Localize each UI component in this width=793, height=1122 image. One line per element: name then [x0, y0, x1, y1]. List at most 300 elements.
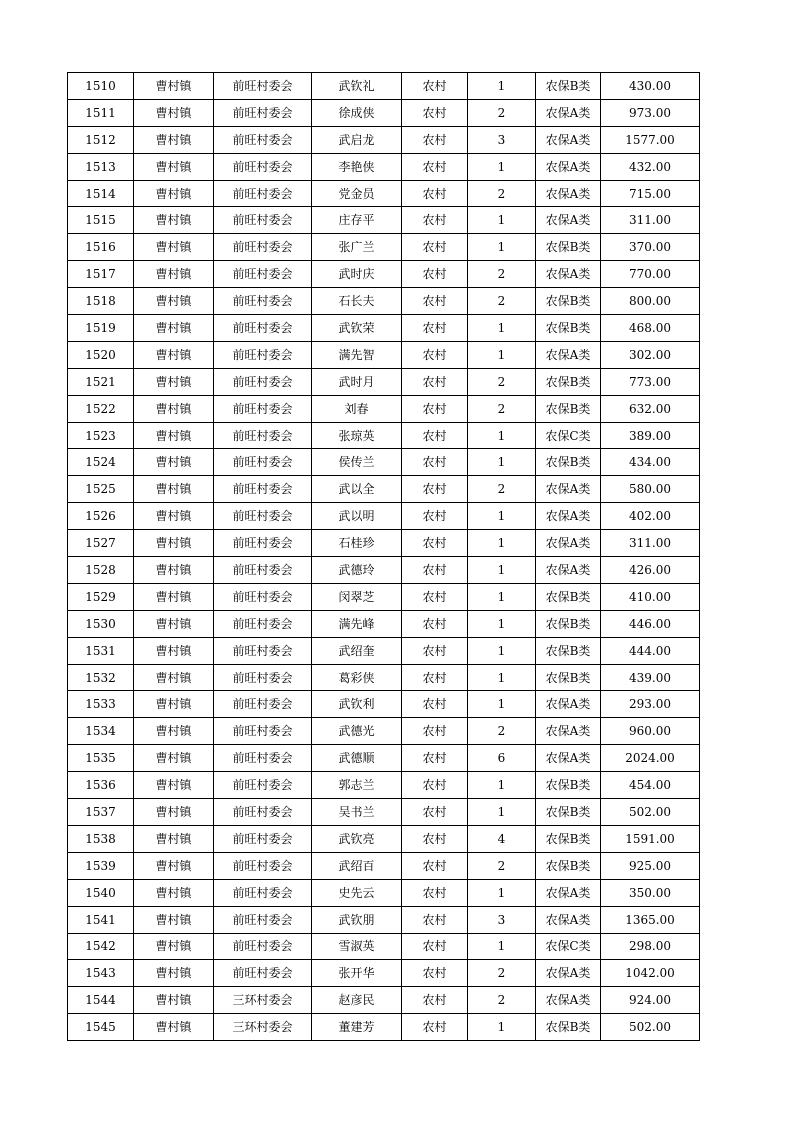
village-committee-cell: 前旺村委会 — [214, 799, 312, 826]
serial-number-cell: 1516 — [68, 234, 134, 261]
household-count-cell: 2 — [468, 718, 536, 745]
household-count-cell: 2 — [468, 852, 536, 879]
village-committee-cell: 前旺村委会 — [214, 422, 312, 449]
serial-number-cell: 1519 — [68, 315, 134, 342]
village-committee-cell: 三环村委会 — [214, 1014, 312, 1041]
village-committee-cell: 前旺村委会 — [214, 126, 312, 153]
amount-cell: 311.00 — [601, 530, 700, 557]
category-cell: 农保A类 — [536, 341, 601, 368]
category-cell: 农保B类 — [536, 610, 601, 637]
table-row — [68, 126, 700, 153]
area-type-cell: 农村 — [402, 1014, 468, 1041]
serial-number-cell: 1543 — [68, 960, 134, 987]
serial-number-cell: 1522 — [68, 395, 134, 422]
category-cell: 农保A类 — [536, 126, 601, 153]
town-cell: 曹村镇 — [134, 664, 214, 691]
household-count-cell: 2 — [468, 476, 536, 503]
household-count-cell: 2 — [468, 99, 536, 126]
table-row — [68, 664, 700, 691]
category-cell: 农保B类 — [536, 664, 601, 691]
name-cell: 庄存平 — [312, 207, 402, 234]
table-row — [68, 288, 700, 315]
area-type-cell: 农村 — [402, 449, 468, 476]
name-cell: 武钦亮 — [312, 825, 402, 852]
name-cell: 吴书兰 — [312, 799, 402, 826]
amount-cell: 1577.00 — [601, 126, 700, 153]
category-cell: 农保A类 — [536, 745, 601, 772]
table-row — [68, 73, 700, 100]
table-row — [68, 610, 700, 637]
household-count-cell: 1 — [468, 691, 536, 718]
serial-number-cell: 1520 — [68, 341, 134, 368]
serial-number-cell: 1545 — [68, 1014, 134, 1041]
category-cell: 农保B类 — [536, 637, 601, 664]
area-type-cell: 农村 — [402, 960, 468, 987]
amount-cell: 389.00 — [601, 422, 700, 449]
table-row — [68, 530, 700, 557]
table-row — [68, 503, 700, 530]
records-table — [67, 72, 700, 1041]
town-cell: 曹村镇 — [134, 691, 214, 718]
table-row — [68, 153, 700, 180]
amount-cell: 502.00 — [601, 1014, 700, 1041]
area-type-cell: 农村 — [402, 180, 468, 207]
category-cell: 农保A类 — [536, 530, 601, 557]
category-cell: 农保A类 — [536, 906, 601, 933]
name-cell: 张开华 — [312, 960, 402, 987]
serial-number-cell: 1525 — [68, 476, 134, 503]
town-cell: 曹村镇 — [134, 906, 214, 933]
amount-cell: 402.00 — [601, 503, 700, 530]
household-count-cell: 1 — [468, 530, 536, 557]
name-cell: 武钦荣 — [312, 315, 402, 342]
amount-cell: 960.00 — [601, 718, 700, 745]
name-cell: 张琼英 — [312, 422, 402, 449]
name-cell: 石桂珍 — [312, 530, 402, 557]
table-row — [68, 879, 700, 906]
amount-cell: 439.00 — [601, 664, 700, 691]
area-type-cell: 农村 — [402, 557, 468, 584]
area-type-cell: 农村 — [402, 906, 468, 933]
amount-cell: 1591.00 — [601, 825, 700, 852]
town-cell: 曹村镇 — [134, 1014, 214, 1041]
area-type-cell: 农村 — [402, 799, 468, 826]
table-row — [68, 234, 700, 261]
village-committee-cell: 前旺村委会 — [214, 933, 312, 960]
table-row — [68, 341, 700, 368]
village-committee-cell: 前旺村委会 — [214, 825, 312, 852]
name-cell: 武绍百 — [312, 852, 402, 879]
serial-number-cell: 1518 — [68, 288, 134, 315]
category-cell: 农保A类 — [536, 99, 601, 126]
category-cell: 农保A类 — [536, 960, 601, 987]
name-cell: 满先智 — [312, 341, 402, 368]
name-cell: 闵翠芝 — [312, 583, 402, 610]
village-committee-cell: 前旺村委会 — [214, 180, 312, 207]
serial-number-cell: 1526 — [68, 503, 134, 530]
name-cell: 武时月 — [312, 368, 402, 395]
area-type-cell: 农村 — [402, 341, 468, 368]
area-type-cell: 农村 — [402, 987, 468, 1014]
serial-number-cell: 1539 — [68, 852, 134, 879]
household-count-cell: 1 — [468, 637, 536, 664]
table-row — [68, 960, 700, 987]
table-row — [68, 825, 700, 852]
village-committee-cell: 前旺村委会 — [214, 718, 312, 745]
amount-cell: 924.00 — [601, 987, 700, 1014]
serial-number-cell: 1537 — [68, 799, 134, 826]
household-count-cell: 1 — [468, 422, 536, 449]
category-cell: 农保B类 — [536, 772, 601, 799]
table-row — [68, 637, 700, 664]
serial-number-cell: 1544 — [68, 987, 134, 1014]
serial-number-cell: 1535 — [68, 745, 134, 772]
household-count-cell: 3 — [468, 126, 536, 153]
category-cell: 农保A类 — [536, 180, 601, 207]
amount-cell: 311.00 — [601, 207, 700, 234]
village-committee-cell: 前旺村委会 — [214, 583, 312, 610]
town-cell: 曹村镇 — [134, 960, 214, 987]
area-type-cell: 农村 — [402, 99, 468, 126]
serial-number-cell: 1532 — [68, 664, 134, 691]
table-row — [68, 583, 700, 610]
amount-cell: 502.00 — [601, 799, 700, 826]
category-cell: 农保B类 — [536, 368, 601, 395]
amount-cell: 302.00 — [601, 341, 700, 368]
serial-number-cell: 1521 — [68, 368, 134, 395]
town-cell: 曹村镇 — [134, 288, 214, 315]
table-row — [68, 691, 700, 718]
village-committee-cell: 前旺村委会 — [214, 207, 312, 234]
serial-number-cell: 1530 — [68, 610, 134, 637]
name-cell: 武德顺 — [312, 745, 402, 772]
name-cell: 刘春 — [312, 395, 402, 422]
amount-cell: 632.00 — [601, 395, 700, 422]
town-cell: 曹村镇 — [134, 503, 214, 530]
name-cell: 武以全 — [312, 476, 402, 503]
household-count-cell: 1 — [468, 879, 536, 906]
serial-number-cell: 1533 — [68, 691, 134, 718]
table-row — [68, 422, 700, 449]
category-cell: 农保A类 — [536, 261, 601, 288]
name-cell: 董建芳 — [312, 1014, 402, 1041]
village-committee-cell: 前旺村委会 — [214, 341, 312, 368]
serial-number-cell: 1538 — [68, 825, 134, 852]
household-count-cell: 1 — [468, 153, 536, 180]
village-committee-cell: 前旺村委会 — [214, 530, 312, 557]
amount-cell: 430.00 — [601, 73, 700, 100]
table-row — [68, 906, 700, 933]
town-cell: 曹村镇 — [134, 745, 214, 772]
table-row — [68, 852, 700, 879]
amount-cell: 446.00 — [601, 610, 700, 637]
village-committee-cell: 前旺村委会 — [214, 153, 312, 180]
serial-number-cell: 1528 — [68, 557, 134, 584]
amount-cell: 454.00 — [601, 772, 700, 799]
area-type-cell: 农村 — [402, 261, 468, 288]
household-count-cell: 1 — [468, 799, 536, 826]
amount-cell: 770.00 — [601, 261, 700, 288]
area-type-cell: 农村 — [402, 933, 468, 960]
table-row — [68, 476, 700, 503]
area-type-cell: 农村 — [402, 530, 468, 557]
town-cell: 曹村镇 — [134, 610, 214, 637]
category-cell: 农保B类 — [536, 825, 601, 852]
name-cell: 侯传兰 — [312, 449, 402, 476]
name-cell: 武启龙 — [312, 126, 402, 153]
village-committee-cell: 前旺村委会 — [214, 772, 312, 799]
town-cell: 曹村镇 — [134, 261, 214, 288]
serial-number-cell: 1541 — [68, 906, 134, 933]
village-committee-cell: 前旺村委会 — [214, 234, 312, 261]
area-type-cell: 农村 — [402, 126, 468, 153]
category-cell: 农保A类 — [536, 691, 601, 718]
table-row — [68, 180, 700, 207]
amount-cell: 468.00 — [601, 315, 700, 342]
town-cell: 曹村镇 — [134, 799, 214, 826]
name-cell: 张广兰 — [312, 234, 402, 261]
table-row — [68, 799, 700, 826]
name-cell: 武时庆 — [312, 261, 402, 288]
category-cell: 农保A类 — [536, 503, 601, 530]
table-row — [68, 368, 700, 395]
amount-cell: 444.00 — [601, 637, 700, 664]
town-cell: 曹村镇 — [134, 825, 214, 852]
village-committee-cell: 前旺村委会 — [214, 368, 312, 395]
name-cell: 武绍奎 — [312, 637, 402, 664]
records-table-body — [68, 73, 700, 1041]
name-cell: 武德光 — [312, 718, 402, 745]
household-count-cell: 1 — [468, 664, 536, 691]
name-cell: 武德玲 — [312, 557, 402, 584]
category-cell: 农保B类 — [536, 288, 601, 315]
household-count-cell: 1 — [468, 207, 536, 234]
serial-number-cell: 1510 — [68, 73, 134, 100]
village-committee-cell: 前旺村委会 — [214, 395, 312, 422]
village-committee-cell: 前旺村委会 — [214, 691, 312, 718]
village-committee-cell: 前旺村委会 — [214, 852, 312, 879]
category-cell: 农保C类 — [536, 933, 601, 960]
area-type-cell: 农村 — [402, 879, 468, 906]
town-cell: 曹村镇 — [134, 879, 214, 906]
town-cell: 曹村镇 — [134, 772, 214, 799]
table-row — [68, 261, 700, 288]
village-committee-cell: 前旺村委会 — [214, 449, 312, 476]
household-count-cell: 2 — [468, 368, 536, 395]
household-count-cell: 1 — [468, 503, 536, 530]
serial-number-cell: 1524 — [68, 449, 134, 476]
category-cell: 农保A类 — [536, 207, 601, 234]
table-row — [68, 987, 700, 1014]
area-type-cell: 农村 — [402, 825, 468, 852]
amount-cell: 773.00 — [601, 368, 700, 395]
table-row — [68, 315, 700, 342]
name-cell: 郭志兰 — [312, 772, 402, 799]
town-cell: 曹村镇 — [134, 395, 214, 422]
town-cell: 曹村镇 — [134, 637, 214, 664]
serial-number-cell: 1527 — [68, 530, 134, 557]
town-cell: 曹村镇 — [134, 557, 214, 584]
town-cell: 曹村镇 — [134, 126, 214, 153]
household-count-cell: 2 — [468, 395, 536, 422]
household-count-cell: 6 — [468, 745, 536, 772]
village-committee-cell: 前旺村委会 — [214, 879, 312, 906]
village-committee-cell: 前旺村委会 — [214, 960, 312, 987]
category-cell: 农保A类 — [536, 879, 601, 906]
household-count-cell: 1 — [468, 234, 536, 261]
household-count-cell: 2 — [468, 261, 536, 288]
town-cell: 曹村镇 — [134, 234, 214, 261]
village-committee-cell: 前旺村委会 — [214, 73, 312, 100]
category-cell: 农保A类 — [536, 153, 601, 180]
serial-number-cell: 1531 — [68, 637, 134, 664]
table-row — [68, 207, 700, 234]
household-count-cell: 1 — [468, 610, 536, 637]
household-count-cell: 2 — [468, 987, 536, 1014]
village-committee-cell: 三环村委会 — [214, 987, 312, 1014]
town-cell: 曹村镇 — [134, 449, 214, 476]
household-count-cell: 3 — [468, 906, 536, 933]
amount-cell: 434.00 — [601, 449, 700, 476]
amount-cell: 925.00 — [601, 852, 700, 879]
amount-cell: 2024.00 — [601, 745, 700, 772]
table-row — [68, 933, 700, 960]
household-count-cell: 1 — [468, 315, 536, 342]
serial-number-cell: 1515 — [68, 207, 134, 234]
name-cell: 党金员 — [312, 180, 402, 207]
town-cell: 曹村镇 — [134, 368, 214, 395]
town-cell: 曹村镇 — [134, 987, 214, 1014]
amount-cell: 800.00 — [601, 288, 700, 315]
amount-cell: 293.00 — [601, 691, 700, 718]
serial-number-cell: 1517 — [68, 261, 134, 288]
amount-cell: 350.00 — [601, 879, 700, 906]
table-row — [68, 395, 700, 422]
town-cell: 曹村镇 — [134, 476, 214, 503]
household-count-cell: 1 — [468, 772, 536, 799]
household-count-cell: 1 — [468, 341, 536, 368]
village-committee-cell: 前旺村委会 — [214, 476, 312, 503]
village-committee-cell: 前旺村委会 — [214, 315, 312, 342]
amount-cell: 410.00 — [601, 583, 700, 610]
name-cell: 史先云 — [312, 879, 402, 906]
town-cell: 曹村镇 — [134, 180, 214, 207]
table-row — [68, 1014, 700, 1041]
name-cell: 葛彩侠 — [312, 664, 402, 691]
village-committee-cell: 前旺村委会 — [214, 610, 312, 637]
town-cell: 曹村镇 — [134, 530, 214, 557]
area-type-cell: 农村 — [402, 610, 468, 637]
village-committee-cell: 前旺村委会 — [214, 288, 312, 315]
area-type-cell: 农村 — [402, 315, 468, 342]
name-cell: 徐成侠 — [312, 99, 402, 126]
village-committee-cell: 前旺村委会 — [214, 503, 312, 530]
name-cell: 武以明 — [312, 503, 402, 530]
table-row — [68, 718, 700, 745]
name-cell: 满先峰 — [312, 610, 402, 637]
area-type-cell: 农村 — [402, 395, 468, 422]
household-count-cell: 1 — [468, 449, 536, 476]
area-type-cell: 农村 — [402, 664, 468, 691]
amount-cell: 432.00 — [601, 153, 700, 180]
town-cell: 曹村镇 — [134, 341, 214, 368]
category-cell: 农保B类 — [536, 315, 601, 342]
household-count-cell: 1 — [468, 933, 536, 960]
category-cell: 农保B类 — [536, 73, 601, 100]
area-type-cell: 农村 — [402, 637, 468, 664]
area-type-cell: 农村 — [402, 288, 468, 315]
area-type-cell: 农村 — [402, 368, 468, 395]
table-row — [68, 745, 700, 772]
name-cell: 武钦利 — [312, 691, 402, 718]
category-cell: 农保B类 — [536, 799, 601, 826]
amount-cell: 426.00 — [601, 557, 700, 584]
category-cell: 农保B类 — [536, 449, 601, 476]
category-cell: 农保A类 — [536, 557, 601, 584]
town-cell: 曹村镇 — [134, 315, 214, 342]
area-type-cell: 农村 — [402, 234, 468, 261]
area-type-cell: 农村 — [402, 422, 468, 449]
household-count-cell: 1 — [468, 557, 536, 584]
village-committee-cell: 前旺村委会 — [214, 664, 312, 691]
amount-cell: 1365.00 — [601, 906, 700, 933]
town-cell: 曹村镇 — [134, 583, 214, 610]
serial-number-cell: 1536 — [68, 772, 134, 799]
serial-number-cell: 1540 — [68, 879, 134, 906]
serial-number-cell: 1534 — [68, 718, 134, 745]
category-cell: 农保B类 — [536, 583, 601, 610]
name-cell: 李艳侠 — [312, 153, 402, 180]
area-type-cell: 农村 — [402, 73, 468, 100]
town-cell: 曹村镇 — [134, 422, 214, 449]
name-cell: 雪淑英 — [312, 933, 402, 960]
category-cell: 农保C类 — [536, 422, 601, 449]
amount-cell: 715.00 — [601, 180, 700, 207]
name-cell: 石长夫 — [312, 288, 402, 315]
category-cell: 农保A类 — [536, 718, 601, 745]
table-row — [68, 449, 700, 476]
amount-cell: 298.00 — [601, 933, 700, 960]
serial-number-cell: 1542 — [68, 933, 134, 960]
amount-cell: 973.00 — [601, 99, 700, 126]
serial-number-cell: 1514 — [68, 180, 134, 207]
category-cell: 农保B类 — [536, 852, 601, 879]
household-count-cell: 1 — [468, 1014, 536, 1041]
table-row — [68, 99, 700, 126]
area-type-cell: 农村 — [402, 691, 468, 718]
amount-cell: 580.00 — [601, 476, 700, 503]
household-count-cell: 1 — [468, 73, 536, 100]
household-count-cell: 2 — [468, 960, 536, 987]
town-cell: 曹村镇 — [134, 207, 214, 234]
village-committee-cell: 前旺村委会 — [214, 261, 312, 288]
village-committee-cell: 前旺村委会 — [214, 637, 312, 664]
town-cell: 曹村镇 — [134, 852, 214, 879]
serial-number-cell: 1529 — [68, 583, 134, 610]
name-cell: 赵彦民 — [312, 987, 402, 1014]
area-type-cell: 农村 — [402, 718, 468, 745]
area-type-cell: 农村 — [402, 153, 468, 180]
area-type-cell: 农村 — [402, 583, 468, 610]
village-committee-cell: 前旺村委会 — [214, 99, 312, 126]
area-type-cell: 农村 — [402, 207, 468, 234]
village-committee-cell: 前旺村委会 — [214, 557, 312, 584]
town-cell: 曹村镇 — [134, 99, 214, 126]
household-count-cell: 1 — [468, 583, 536, 610]
town-cell: 曹村镇 — [134, 718, 214, 745]
area-type-cell: 农村 — [402, 745, 468, 772]
town-cell: 曹村镇 — [134, 153, 214, 180]
